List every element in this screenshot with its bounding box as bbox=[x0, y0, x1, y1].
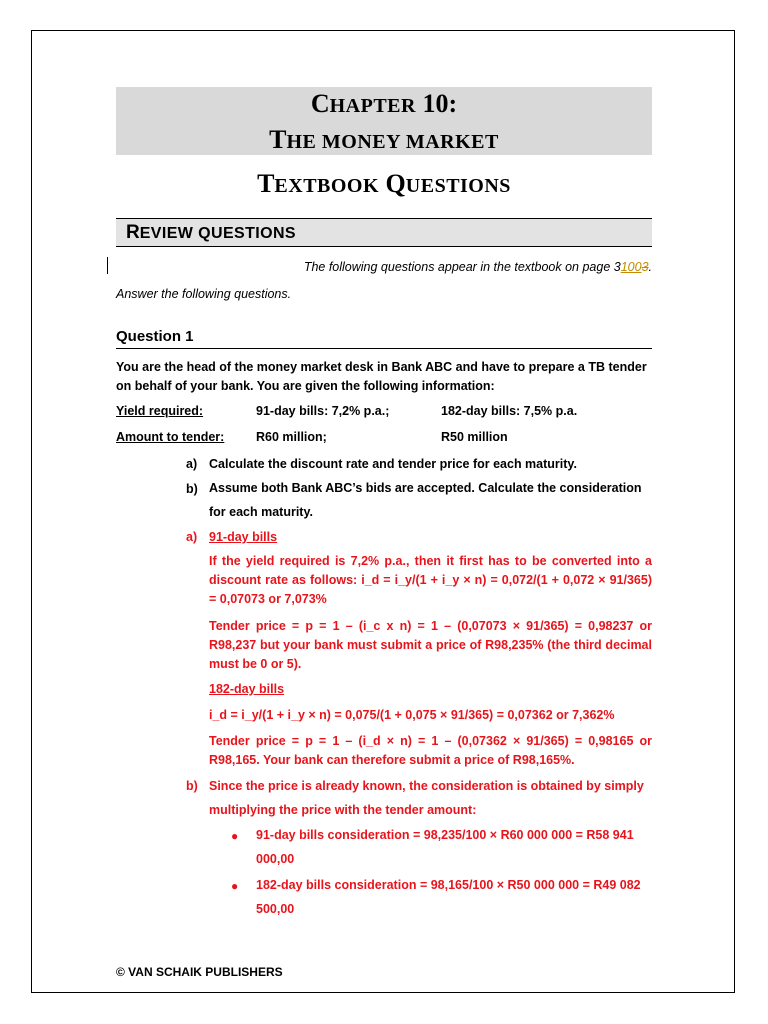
yield-label: Yield required: bbox=[116, 404, 204, 418]
bullet-dot: ● bbox=[231, 879, 239, 893]
intro-note-text: The following questions appear in the textbook on page 3 bbox=[303, 260, 621, 274]
bullet-dot: ● bbox=[231, 829, 239, 843]
tracked-insertion: 100 bbox=[620, 260, 642, 274]
amount-91: R60 million; bbox=[256, 430, 327, 444]
bullet-182-consideration: 182-day bills consideration = 98,165/100 × R50 000 000 = R49 082 500,00 bbox=[256, 878, 641, 916]
answer-91-formula: i_d = i_y/(1 + i_y × n) = 0,072/(1 + 0,072 × 91/365) = 0,07073 or 7,073% bbox=[209, 573, 652, 606]
section-title-initial-1: T bbox=[257, 169, 275, 198]
task-a-marker: a) bbox=[186, 457, 198, 471]
amount-label: Amount to tender: bbox=[116, 430, 225, 444]
footer-publisher: © VAN SCHAIK PUBLISHERS bbox=[116, 965, 283, 979]
text-cursor bbox=[107, 257, 108, 274]
chapter-heading bbox=[116, 88, 652, 122]
chapter-title-rest: HE MONEY MARKET bbox=[286, 131, 499, 153]
review-heading-initial: R bbox=[126, 222, 140, 243]
answer-a-marker: a) bbox=[186, 530, 198, 544]
question-heading: Question 1 bbox=[116, 327, 652, 349]
task-a-text: Calculate the discount rate and tender price for each maturity. bbox=[209, 457, 577, 471]
chapter-title-initial: T bbox=[269, 125, 287, 154]
instruction-text: Answer the following questions. bbox=[116, 287, 292, 301]
chapter-word-initial: C bbox=[310, 89, 330, 118]
answer-b-text: Since the price is already known, the consideration is obtained by simply multiplying the price with the tender amount: bbox=[209, 779, 644, 817]
task-b-marker: b) bbox=[186, 482, 198, 496]
answer-91-conversion-text: If the yield required is 7,2% p.a., then it first has to be converted into a discount rate as follows: bbox=[209, 554, 652, 587]
intro-note bbox=[116, 259, 652, 276]
answer-91-heading: 91-day bills bbox=[209, 530, 278, 544]
review-heading-rest: EVIEW QUESTIONS bbox=[139, 225, 296, 242]
section-title-rest-2: UESTIONS bbox=[405, 175, 511, 197]
amount-182: R50 million bbox=[441, 430, 508, 444]
question-text: You are the head of the money market desk in Bank ABC and have to prepare a TB tender on behalf of your bank. You are given the following information: bbox=[116, 360, 647, 393]
answer-182-formula: i_d = i_y/(1 + i_y × n) = 0,075/(1 + 0,075 × 91/365) = 0,07362 or 7,362% bbox=[209, 708, 615, 722]
answer-91-conversion bbox=[209, 552, 652, 609]
review-heading bbox=[126, 220, 296, 247]
yield-182: 182-day bills: 7,5% p.a. bbox=[441, 404, 578, 418]
answer-182-price: Tender price = p = 1 – (i_d × n) = 1 – (0,07362 × 91/365) = 0,98165 or R98,165. Your bank can therefore submit a price of R98,165%. bbox=[209, 734, 652, 767]
chapter-number: 10: bbox=[422, 89, 458, 118]
answer-91-price: Tender price = p = 1 – (i_c x n) = 1 – (0,07073 × 91/365) = 0,98237 or R98,237 but your bank must submit a price of R98,235% (the third decimal must be 0 or 5). bbox=[209, 619, 652, 671]
section-title bbox=[116, 168, 652, 202]
intro-note-end: . bbox=[648, 260, 652, 274]
bullet-91-consideration: 91-day bills consideration = 98,235/100 × R60 000 000 = R58 941 000,00 bbox=[256, 828, 634, 866]
chapter-title bbox=[116, 124, 652, 158]
task-b-text: Assume both Bank ABC’s bids are accepted. Calculate the consideration for each maturity. bbox=[209, 481, 642, 519]
answer-b-marker: b) bbox=[186, 779, 198, 793]
tracked-deletion: 3 bbox=[641, 260, 649, 274]
answer-182-heading: 182-day bills bbox=[209, 682, 285, 696]
section-title-rest-1: EXTBOOK bbox=[274, 175, 380, 197]
yield-91: 91-day bills: 7,2% p.a.; bbox=[256, 404, 390, 418]
section-title-initial-2: Q bbox=[385, 169, 406, 198]
chapter-word-rest: HAPTER bbox=[329, 95, 416, 117]
